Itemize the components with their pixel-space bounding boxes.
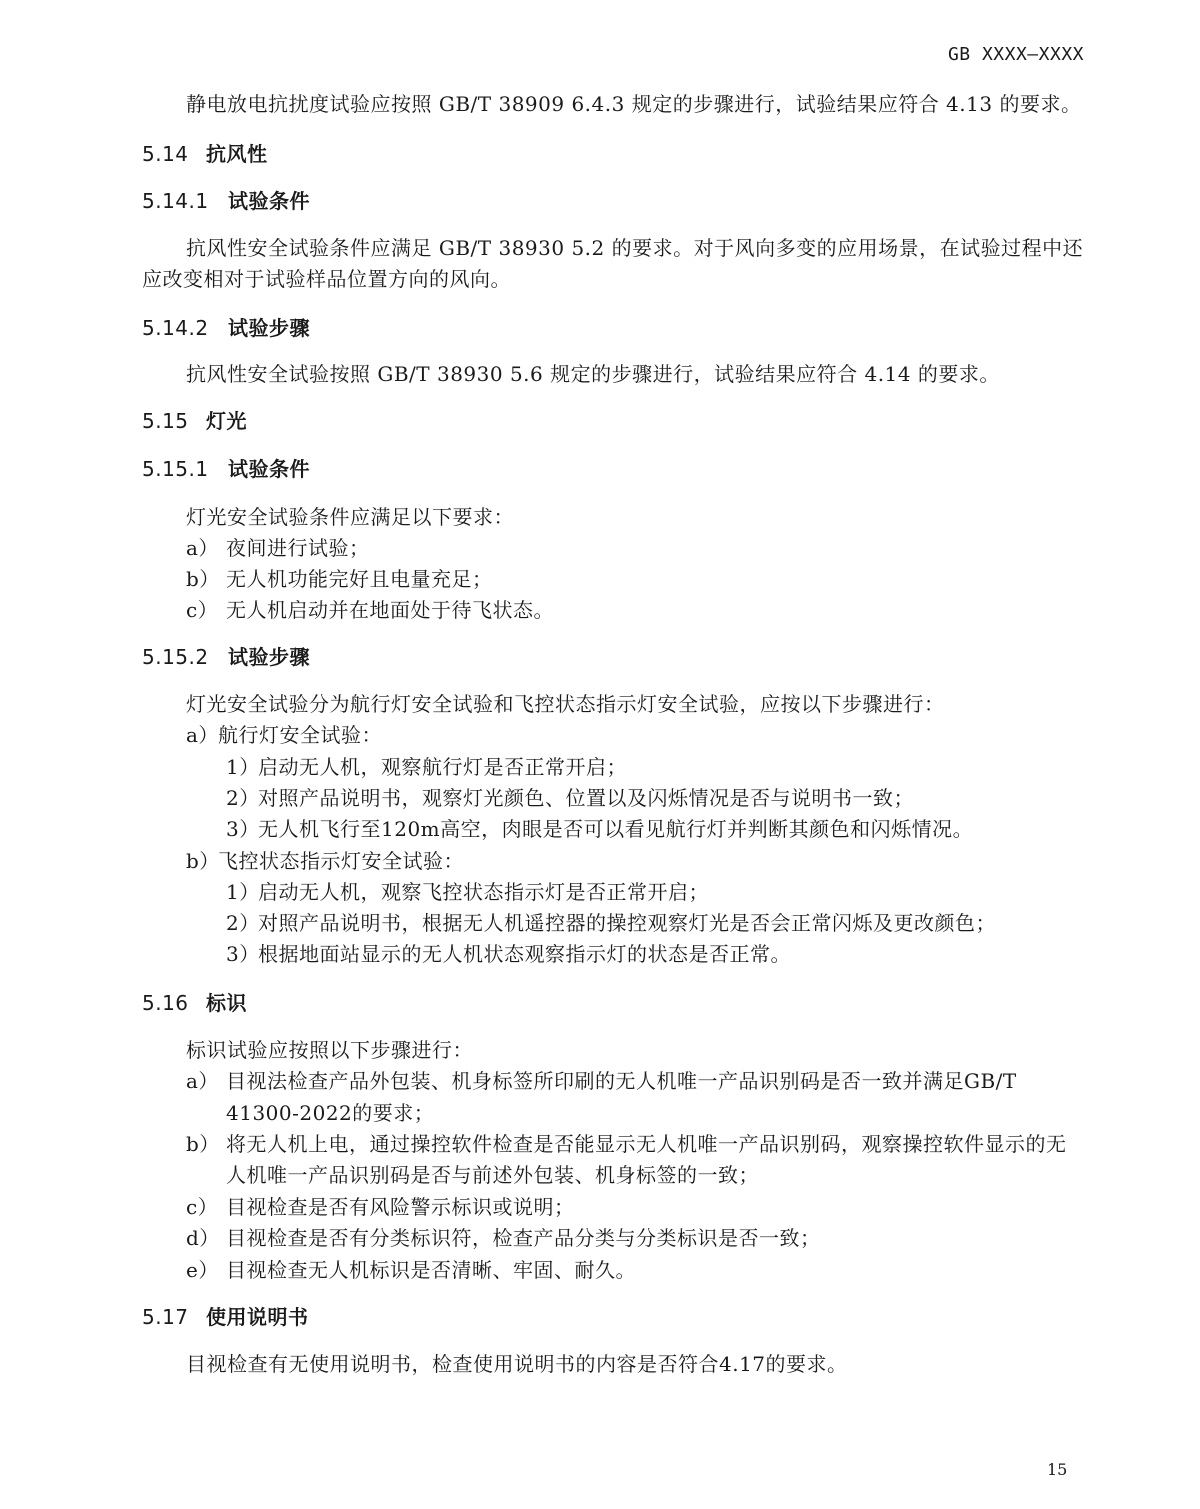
sub-list-item — [226, 909, 996, 937]
list-text: 目视法检查产品外包装、机身标签所印刷的无人机唯一产品识别码是否一致并满足GB/T — [226, 1069, 1017, 1093]
list-text: 无人机启动并在地面处于待飞状态。 — [226, 598, 554, 622]
sub-list-marker: 1） — [226, 755, 260, 779]
section-title: 试验步骤 — [228, 316, 310, 340]
list-item — [186, 565, 493, 593]
section-heading-5-14-2 — [142, 314, 310, 342]
section-heading-5-14-1 — [142, 187, 310, 215]
list-marker: b） — [186, 567, 220, 591]
list-item-continuation: 41300-2022的要求； — [226, 1101, 435, 1125]
section-title: 试验条件 — [228, 457, 310, 481]
paragraph-line: 应改变相对于试验样品位置方向的风向。 — [142, 267, 511, 291]
list-item — [186, 847, 464, 875]
sub-list-text: 对照产品说明书，根据无人机遥控器的操控观察灯光是否会正常闪烁及更改颜色； — [258, 911, 996, 935]
section-heading-5-15-1 — [142, 455, 310, 483]
sub-list-text: 对照产品说明书，观察灯光颜色、位置以及闪烁情况是否与说明书一致； — [258, 786, 914, 810]
sub-list-item — [226, 815, 973, 843]
sub-list-text: 无人机飞行至120m高空，肉眼是否可以看见航行灯并判断其颜色和闪烁情况。 — [258, 817, 974, 841]
sub-list-text: 根据地面站显示的无人机状态观察指示灯的状态是否正常。 — [258, 942, 791, 966]
list-marker: e） — [186, 1258, 219, 1282]
list-item — [186, 1067, 1017, 1095]
section-title: 试验步骤 — [228, 645, 310, 669]
list-marker: b） — [186, 849, 220, 873]
paragraph: 灯光安全试验条件应满足以下要求： — [186, 505, 514, 529]
page-number: 15 — [1047, 1460, 1068, 1479]
list-marker: a） — [186, 536, 219, 560]
list-marker: d） — [186, 1226, 220, 1250]
paragraph: 灯光安全试验分为航行灯安全试验和飞控状态指示灯安全试验，应按以下步骤进行： — [186, 692, 945, 716]
list-marker: a） — [186, 723, 219, 747]
list-text: 将无人机上电，通过操控软件检查是否能显示无人机唯一产品识别码，观察操控软件显示的无 — [226, 1132, 1067, 1156]
list-marker: c） — [186, 1195, 219, 1219]
list-item — [186, 596, 554, 624]
section-heading-5-16 — [142, 989, 247, 1017]
section-number: 5.15.2 — [142, 645, 209, 669]
list-item — [186, 1224, 821, 1252]
list-item — [186, 534, 370, 562]
section-number: 5.15.1 — [142, 457, 209, 481]
list-item-continuation: 人机唯一产品识别码是否与前述外包装、机身标签的一致； — [226, 1163, 759, 1187]
list-item — [186, 1130, 1067, 1158]
sub-list-marker: 2） — [226, 786, 260, 810]
paragraph: 目视检查有无使用说明书，检查使用说明书的内容是否符合4.17的要求。 — [186, 1352, 848, 1376]
list-item — [186, 721, 382, 749]
paragraph: 抗风性安全试验按照 GB/T 38930 5.6 规定的步骤进行，试验结果应符合 4.14 的要求。 — [186, 362, 1000, 386]
section-number: 5.14.1 — [142, 189, 209, 213]
list-text: 无人机功能完好且电量充足； — [226, 567, 493, 591]
sub-list-marker: 3） — [226, 942, 260, 966]
list-text: 飞控状态指示灯安全试验： — [218, 849, 464, 873]
list-text: 目视检查无人机标识是否清晰、牢固、耐久。 — [226, 1258, 636, 1282]
section-heading-5-15 — [142, 407, 247, 435]
document-code: GB XXXX—XXXX — [947, 44, 1084, 65]
list-marker: a） — [186, 1069, 219, 1093]
intro-paragraph: 静电放电抗扰度试验应按照 GB/T 38909 6.4.3 规定的步骤进行，试验结果应符合 4.13 的要求。 — [186, 92, 1082, 116]
list-item — [186, 1256, 636, 1284]
section-heading-5-17 — [142, 1303, 309, 1331]
sub-list-text: 启动无人机，观察飞控状态指示灯是否正常开启； — [258, 880, 709, 904]
sub-list-item — [226, 784, 914, 812]
paragraph-line: 抗风性安全试验条件应满足 GB/T 38930 5.2 的要求。对于风向多变的应用场景，在试验过程中还 — [186, 236, 1084, 260]
sub-list-marker: 1） — [226, 880, 260, 904]
sub-list-item — [226, 940, 791, 968]
section-heading-5-14 — [142, 140, 268, 168]
list-item — [186, 1193, 575, 1221]
sub-list-item — [226, 753, 627, 781]
paragraph: 标识试验应按照以下步骤进行： — [186, 1038, 473, 1062]
section-title: 试验条件 — [228, 189, 310, 213]
section-number: 5.14 — [142, 142, 189, 166]
list-marker: c） — [186, 598, 219, 622]
section-number: 5.14.2 — [142, 316, 209, 340]
section-heading-5-15-2 — [142, 643, 310, 671]
section-title: 标识 — [206, 991, 247, 1015]
section-title: 灯光 — [206, 409, 247, 433]
sub-list-text: 启动无人机，观察航行灯是否正常开启； — [258, 755, 627, 779]
list-text: 夜间进行试验； — [226, 536, 370, 560]
list-text: 目视检查是否有分类标识符，检查产品分类与分类标识是否一致； — [226, 1226, 821, 1250]
section-title: 抗风性 — [206, 142, 268, 166]
list-marker: b） — [186, 1132, 220, 1156]
sub-list-marker: 2） — [226, 911, 260, 935]
list-text: 目视检查是否有风险警示标识或说明； — [226, 1195, 575, 1219]
sub-list-item — [226, 878, 709, 906]
section-number: 5.17 — [142, 1305, 189, 1329]
sub-list-marker: 3） — [226, 817, 260, 841]
list-text: 航行灯安全试验： — [218, 723, 382, 747]
section-number: 5.16 — [142, 991, 189, 1015]
section-title: 使用说明书 — [206, 1305, 309, 1329]
section-number: 5.15 — [142, 409, 189, 433]
